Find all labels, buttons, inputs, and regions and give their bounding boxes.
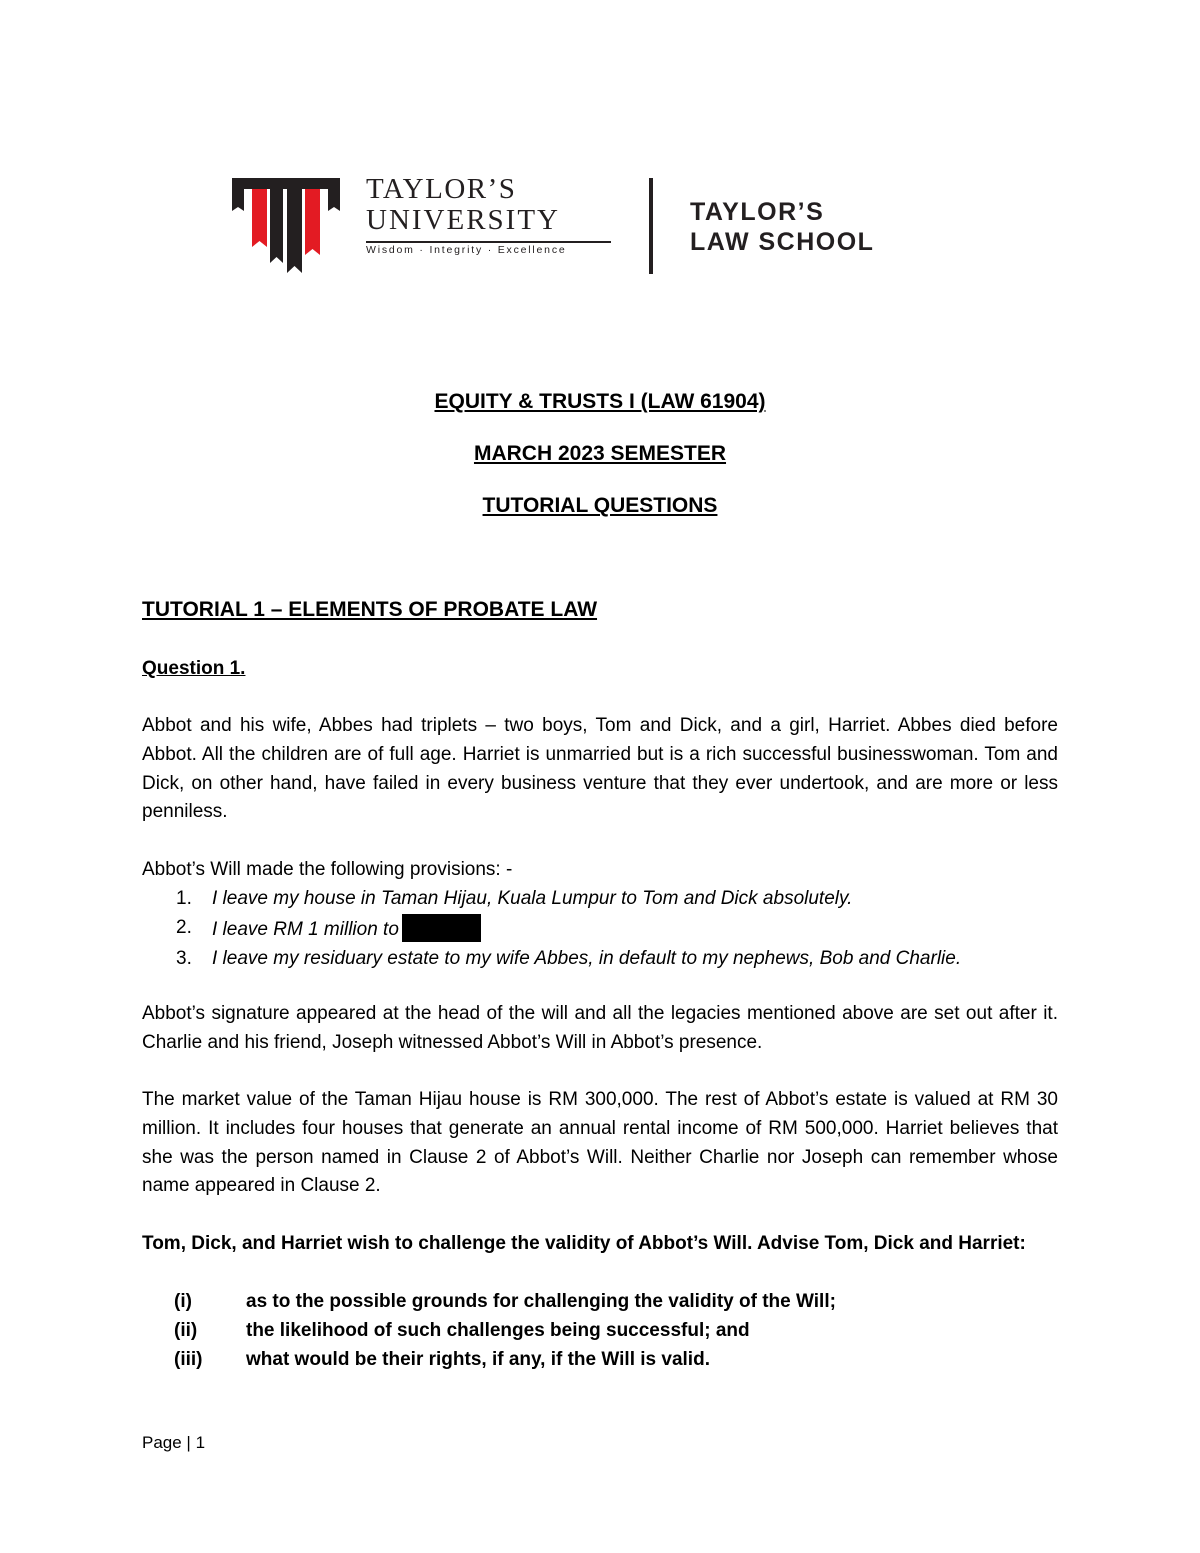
logo-underline <box>366 241 611 243</box>
university-name-line1: TAYLOR’S <box>366 173 517 205</box>
list-item <box>142 1288 1058 1317</box>
university-name <box>366 175 560 235</box>
list-item <box>142 1346 1058 1375</box>
document-type-title: TUTORIAL QUESTIONS <box>482 494 718 517</box>
advice-items-list <box>142 1288 1058 1374</box>
list-item <box>142 1317 1058 1346</box>
item-number: (ii) <box>174 1319 198 1341</box>
will-provisions-list <box>142 885 1058 973</box>
question-label: Question 1. <box>142 658 246 679</box>
taylors-crest-logo <box>232 175 344 275</box>
provision-text: I leave RM 1 million to <box>212 918 399 940</box>
item-text: the likelihood of such challenges being successful; and <box>246 1319 750 1341</box>
university-logo <box>232 175 932 280</box>
university-motto: Wisdom · Integrity · Excellence <box>366 244 567 256</box>
estate-paragraph: The market value of the Taman Hijau house is RM 300,000. The rest of Abbot’s estate is valued at RM 30 million. It includes four houses that generate an annual rental income of RM 500,000. Harriet believes that she was the person named in Clause 2 of Abbot’s Will. Neither Charlie nor Joseph can remember whose name appeared in Clause 2. <box>142 1089 1058 1197</box>
law-school-line1: TAYLOR’S <box>690 198 825 226</box>
law-school-line2: LAW SCHOOL <box>690 228 875 256</box>
facts-paragraph: Abbot and his wife, Abbes had triplets – two boys, Tom and Dick, and a girl, Harriet. Abbes died before Abbot. All the children are of full age. Harriet is unmarried but is a rich successful businesswoman. Tom and Dick, on other hand, have failed in every business venture that they ever undertook, and are more or less penniless. <box>142 715 1058 823</box>
list-item <box>142 885 1058 914</box>
will-intro: Abbot’s Will made the following provisions: - <box>142 859 513 880</box>
course-title: EQUITY & TRUSTS I (LAW 61904) <box>434 390 766 413</box>
provision-number: 3. <box>176 947 192 969</box>
university-name-line2: UNIVERSITY <box>366 204 560 236</box>
list-item <box>142 945 1058 974</box>
item-number: (iii) <box>174 1348 203 1370</box>
provision-number: 2. <box>176 916 192 938</box>
list-item <box>142 914 1058 945</box>
provision-number: 1. <box>176 888 192 909</box>
logo-divider <box>649 178 653 274</box>
item-number: (i) <box>174 1291 192 1312</box>
signature-paragraph: Abbot’s signature appeared at the head of the will and all the legacies mentioned above are set out after it. Charlie and his friend, Joseph witnessed Abbot’s Will in Abbot’s presence. <box>142 1003 1058 1053</box>
task-paragraph: Tom, Dick, and Harriet wish to challenge the validity of Abbot’s Will. Advise Tom, Dick and Harriet: <box>142 1233 1026 1254</box>
provision-text: I leave my residuary estate to my wife Abbes, in default to my nephews, Bob and Charlie. <box>212 947 962 969</box>
semester-title: MARCH 2023 SEMESTER <box>473 442 727 465</box>
redaction-box <box>402 914 481 942</box>
item-text: as to the possible grounds for challenging the validity of the Will; <box>246 1291 836 1312</box>
tutorial-title: TUTORIAL 1 – ELEMENTS OF PROBATE LAW <box>142 598 598 621</box>
provision-text: I leave my house in Taman Hijau, Kuala Lumpur to Tom and Dick absolutely. <box>212 888 853 909</box>
item-text: what would be their rights, if any, if the Will is valid. <box>246 1348 710 1370</box>
page-number: Page | 1 <box>142 1433 206 1452</box>
law-school-name <box>690 197 874 257</box>
